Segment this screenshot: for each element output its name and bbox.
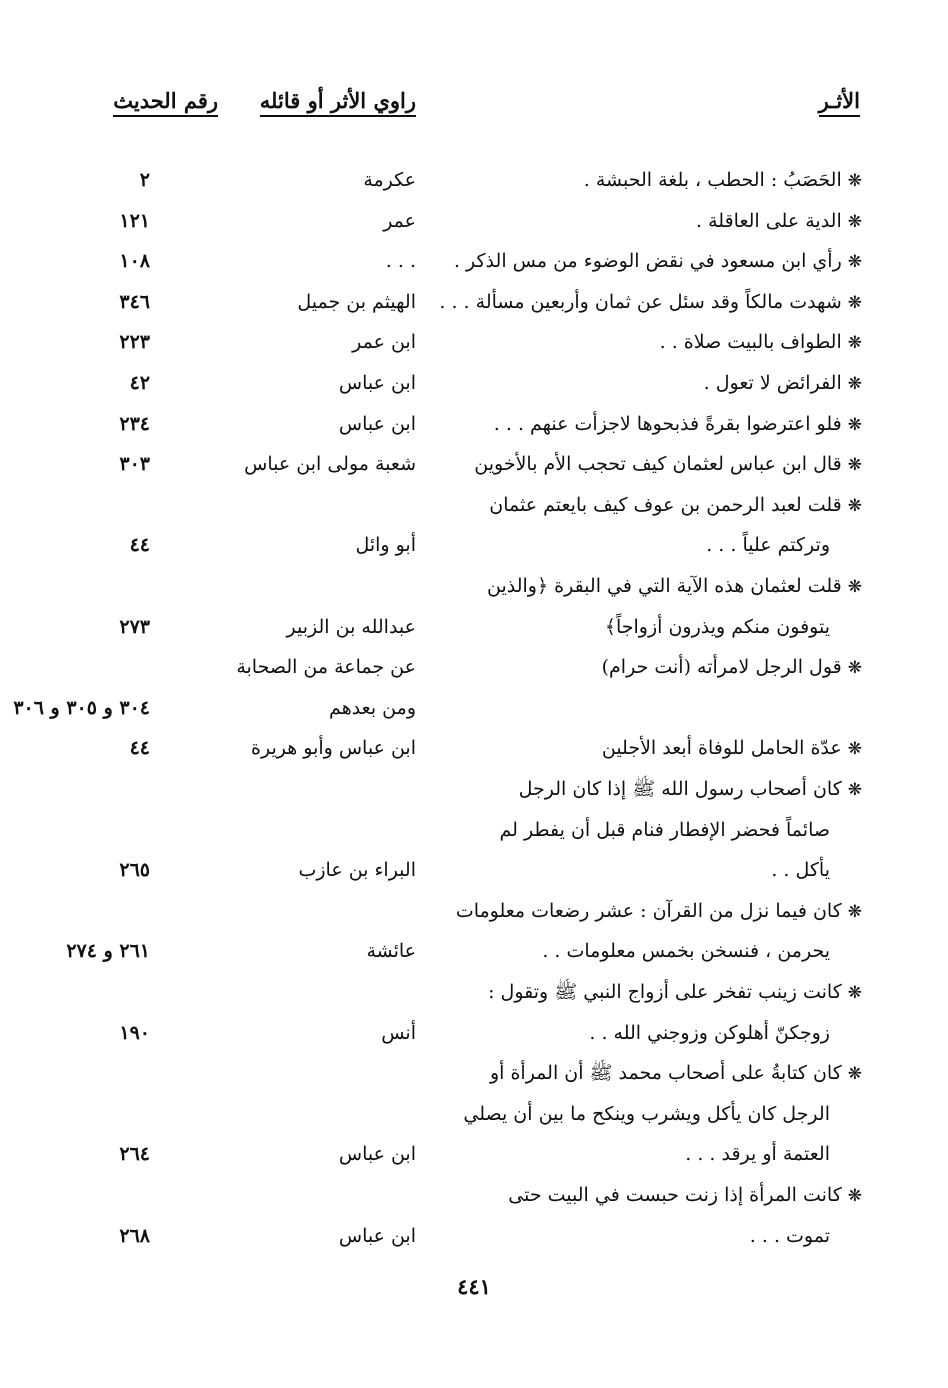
asterisk-icon: ❋ [847, 333, 862, 353]
athar-continuation: يأكل . . [771, 859, 830, 881]
athar-text: الحَصَبُ : الحطب ، بلغة الحبشة . [583, 169, 842, 191]
athar-entry [602, 647, 862, 687]
athar-text: كان أصحاب رسول الله ﷺ إذا كان الرجل [518, 778, 842, 800]
athar-continuation: وتركتم علياً . . . [706, 534, 830, 556]
athar-text: كان فيما نزل من القرآن : عشر رضعات معلومات [455, 900, 842, 922]
hadith-number-cell: ٢٦١ و ٢٧٤ [66, 940, 150, 962]
narrator-cell: عبدالله بن الزبير [286, 616, 416, 638]
narrator-cell: ابن عباس [338, 372, 416, 394]
page-number: ٤٤١ [457, 1274, 491, 1299]
athar-text: الطواف بالبيت صلاة . . [659, 331, 842, 353]
hadith-number-cell: ٢٧٣ [119, 616, 150, 638]
column-header-athar: الأثـر [819, 88, 860, 117]
asterisk-icon: ❋ [847, 496, 862, 516]
asterisk-icon: ❋ [847, 780, 862, 800]
athar-continuation: يتوفون منكم ويذرون أزواجاً﴾ [604, 616, 830, 638]
athar-continuation: العتمة أو يرقد . . . [685, 1143, 830, 1165]
asterisk-icon: ❋ [847, 171, 862, 191]
narrator-cell: ابن عباس [338, 1143, 416, 1165]
asterisk-icon: ❋ [847, 1064, 862, 1084]
narrator-cell: أبو وائل [355, 534, 416, 556]
athar-continuation: الرجل كان يأكل ويشرب وينكح ما بين أن يصلي [463, 1103, 830, 1125]
narrator-cell: ابن عباس وأبو هريرة [251, 737, 416, 759]
hadith-number-cell: ٤٤ [129, 737, 150, 759]
asterisk-icon: ❋ [847, 739, 862, 759]
athar-text: قلت لعثمان هذه الآية التي في البقرة ﴿والذين [486, 575, 842, 597]
narrator-cell: عائشة [366, 940, 416, 962]
athar-text: كانت المرأة إذا زنت حبست في البيت حتى [508, 1184, 842, 1206]
asterisk-icon: ❋ [847, 983, 862, 1003]
hadith-number-cell: ٤٢ [129, 372, 150, 394]
column-header-hadith-number: رقم الحديث [113, 88, 218, 117]
hadith-number-cell: ٣٠٤ و ٣٠٥ و ٣٠٦ [13, 697, 150, 719]
athar-text: فلو اعترضوا بقرةً فذبحوها لاجزأت عنهم . . . [493, 413, 842, 435]
narrator-cell: ومن بعدهم [329, 697, 416, 719]
asterisk-icon: ❋ [847, 1186, 862, 1206]
hadith-number-cell: ٢٢٣ [119, 331, 150, 353]
narrator-cell: عمر [383, 210, 416, 232]
narrator-cell: عكرمة [363, 169, 416, 191]
narrator-cell: ابن عباس [338, 1225, 416, 1247]
asterisk-icon: ❋ [847, 252, 862, 272]
narrator-cell: الهيثم بن جميل [297, 291, 416, 313]
athar-text: قال ابن عباس لعثمان كيف تحجب الأم بالأخوين [474, 453, 842, 475]
asterisk-icon: ❋ [847, 374, 862, 394]
athar-text: رأي ابن مسعود في نقض الوضوء من مس الذكر . [453, 250, 842, 272]
athar-text: الفرائض لا تعول . [703, 372, 842, 394]
narrator-cell: أنس [381, 1022, 416, 1044]
hadith-number-cell: ١٩٠ [119, 1022, 150, 1044]
hadith-number-cell: ٤٤ [129, 534, 150, 556]
athar-entry [454, 241, 862, 281]
athar-continuation: تموت . . . [749, 1225, 830, 1247]
asterisk-icon: ❋ [847, 455, 862, 475]
athar-entry [490, 1053, 862, 1093]
athar-continuation: يحرمن ، فنسخن بخمس معلومات . . [542, 940, 830, 962]
athar-text: شهدت مالكاً وقد سئل عن ثمان وأربعين مسألة . . . [439, 291, 842, 313]
asterisk-icon: ❋ [847, 212, 862, 232]
athar-text: قول الرجل لامرأته (أنت حرام) [601, 656, 842, 678]
athar-entry [584, 160, 862, 200]
hadith-number-cell: ٢٦٤ [119, 1143, 150, 1165]
asterisk-icon: ❋ [847, 902, 862, 922]
hadith-number-cell: ١٠٨ [119, 250, 150, 272]
athar-text: كانت زينب تفخر على أزواج النبي ﷺ وتقول : [488, 981, 842, 1003]
athar-entry [602, 728, 862, 768]
athar-text: الدية على العاقلة . [696, 210, 842, 232]
athar-entry [489, 485, 862, 525]
hadith-number-cell: ١٢١ [119, 210, 150, 232]
athar-entry [519, 769, 862, 809]
narrator-cell: . . . [385, 250, 416, 272]
athar-entry [488, 972, 862, 1012]
athar-entry [439, 282, 862, 322]
athar-text: كان كتابةُ على أصحاب محمد ﷺ أن المرأة أو [489, 1062, 842, 1084]
narrator-cell: شعبة مولى ابن عباس [244, 453, 416, 475]
athar-continuation: زوجكنّ أهلوكن وزوجني الله . . [589, 1022, 830, 1044]
narrator-cell: البراء بن عازب [298, 859, 416, 881]
athar-entry [696, 201, 862, 241]
hadith-number-cell: ٣٤٦ [119, 291, 150, 313]
narrator-cell: ابن عمر [352, 331, 416, 353]
asterisk-icon: ❋ [847, 293, 862, 313]
athar-entry [704, 363, 862, 403]
athar-continuation: صائماً فحضر الإفطار فنام قبل أن يفطر لم [499, 819, 830, 841]
asterisk-icon: ❋ [847, 658, 862, 678]
column-header-narrator: راوي الأثر أو قائله [260, 88, 416, 117]
hadith-number-cell: ٢٣٤ [119, 413, 150, 435]
athar-entry [660, 322, 862, 362]
athar-entry [474, 444, 862, 484]
asterisk-icon: ❋ [847, 415, 862, 435]
athar-text: قلت لعبد الرحمن بن عوف كيف بايعتم عثمان [489, 494, 842, 516]
hadith-number-cell: ٢٦٨ [119, 1225, 150, 1247]
narrator-cell: عن جماعة من الصحابة [236, 656, 416, 678]
athar-entry [487, 566, 862, 606]
narrator-cell: ابن عباس [338, 413, 416, 435]
hadith-number-cell: ٣٠٣ [119, 453, 150, 475]
athar-text: عدّة الحامل للوفاة أبعد الأجلين [601, 737, 842, 759]
athar-entry [494, 404, 862, 444]
hadith-number-cell: ٢٦٥ [119, 859, 150, 881]
hadith-number-cell: ٢ [139, 169, 150, 191]
athar-entry [508, 1175, 862, 1215]
asterisk-icon: ❋ [847, 577, 862, 597]
athar-entry [456, 891, 862, 931]
